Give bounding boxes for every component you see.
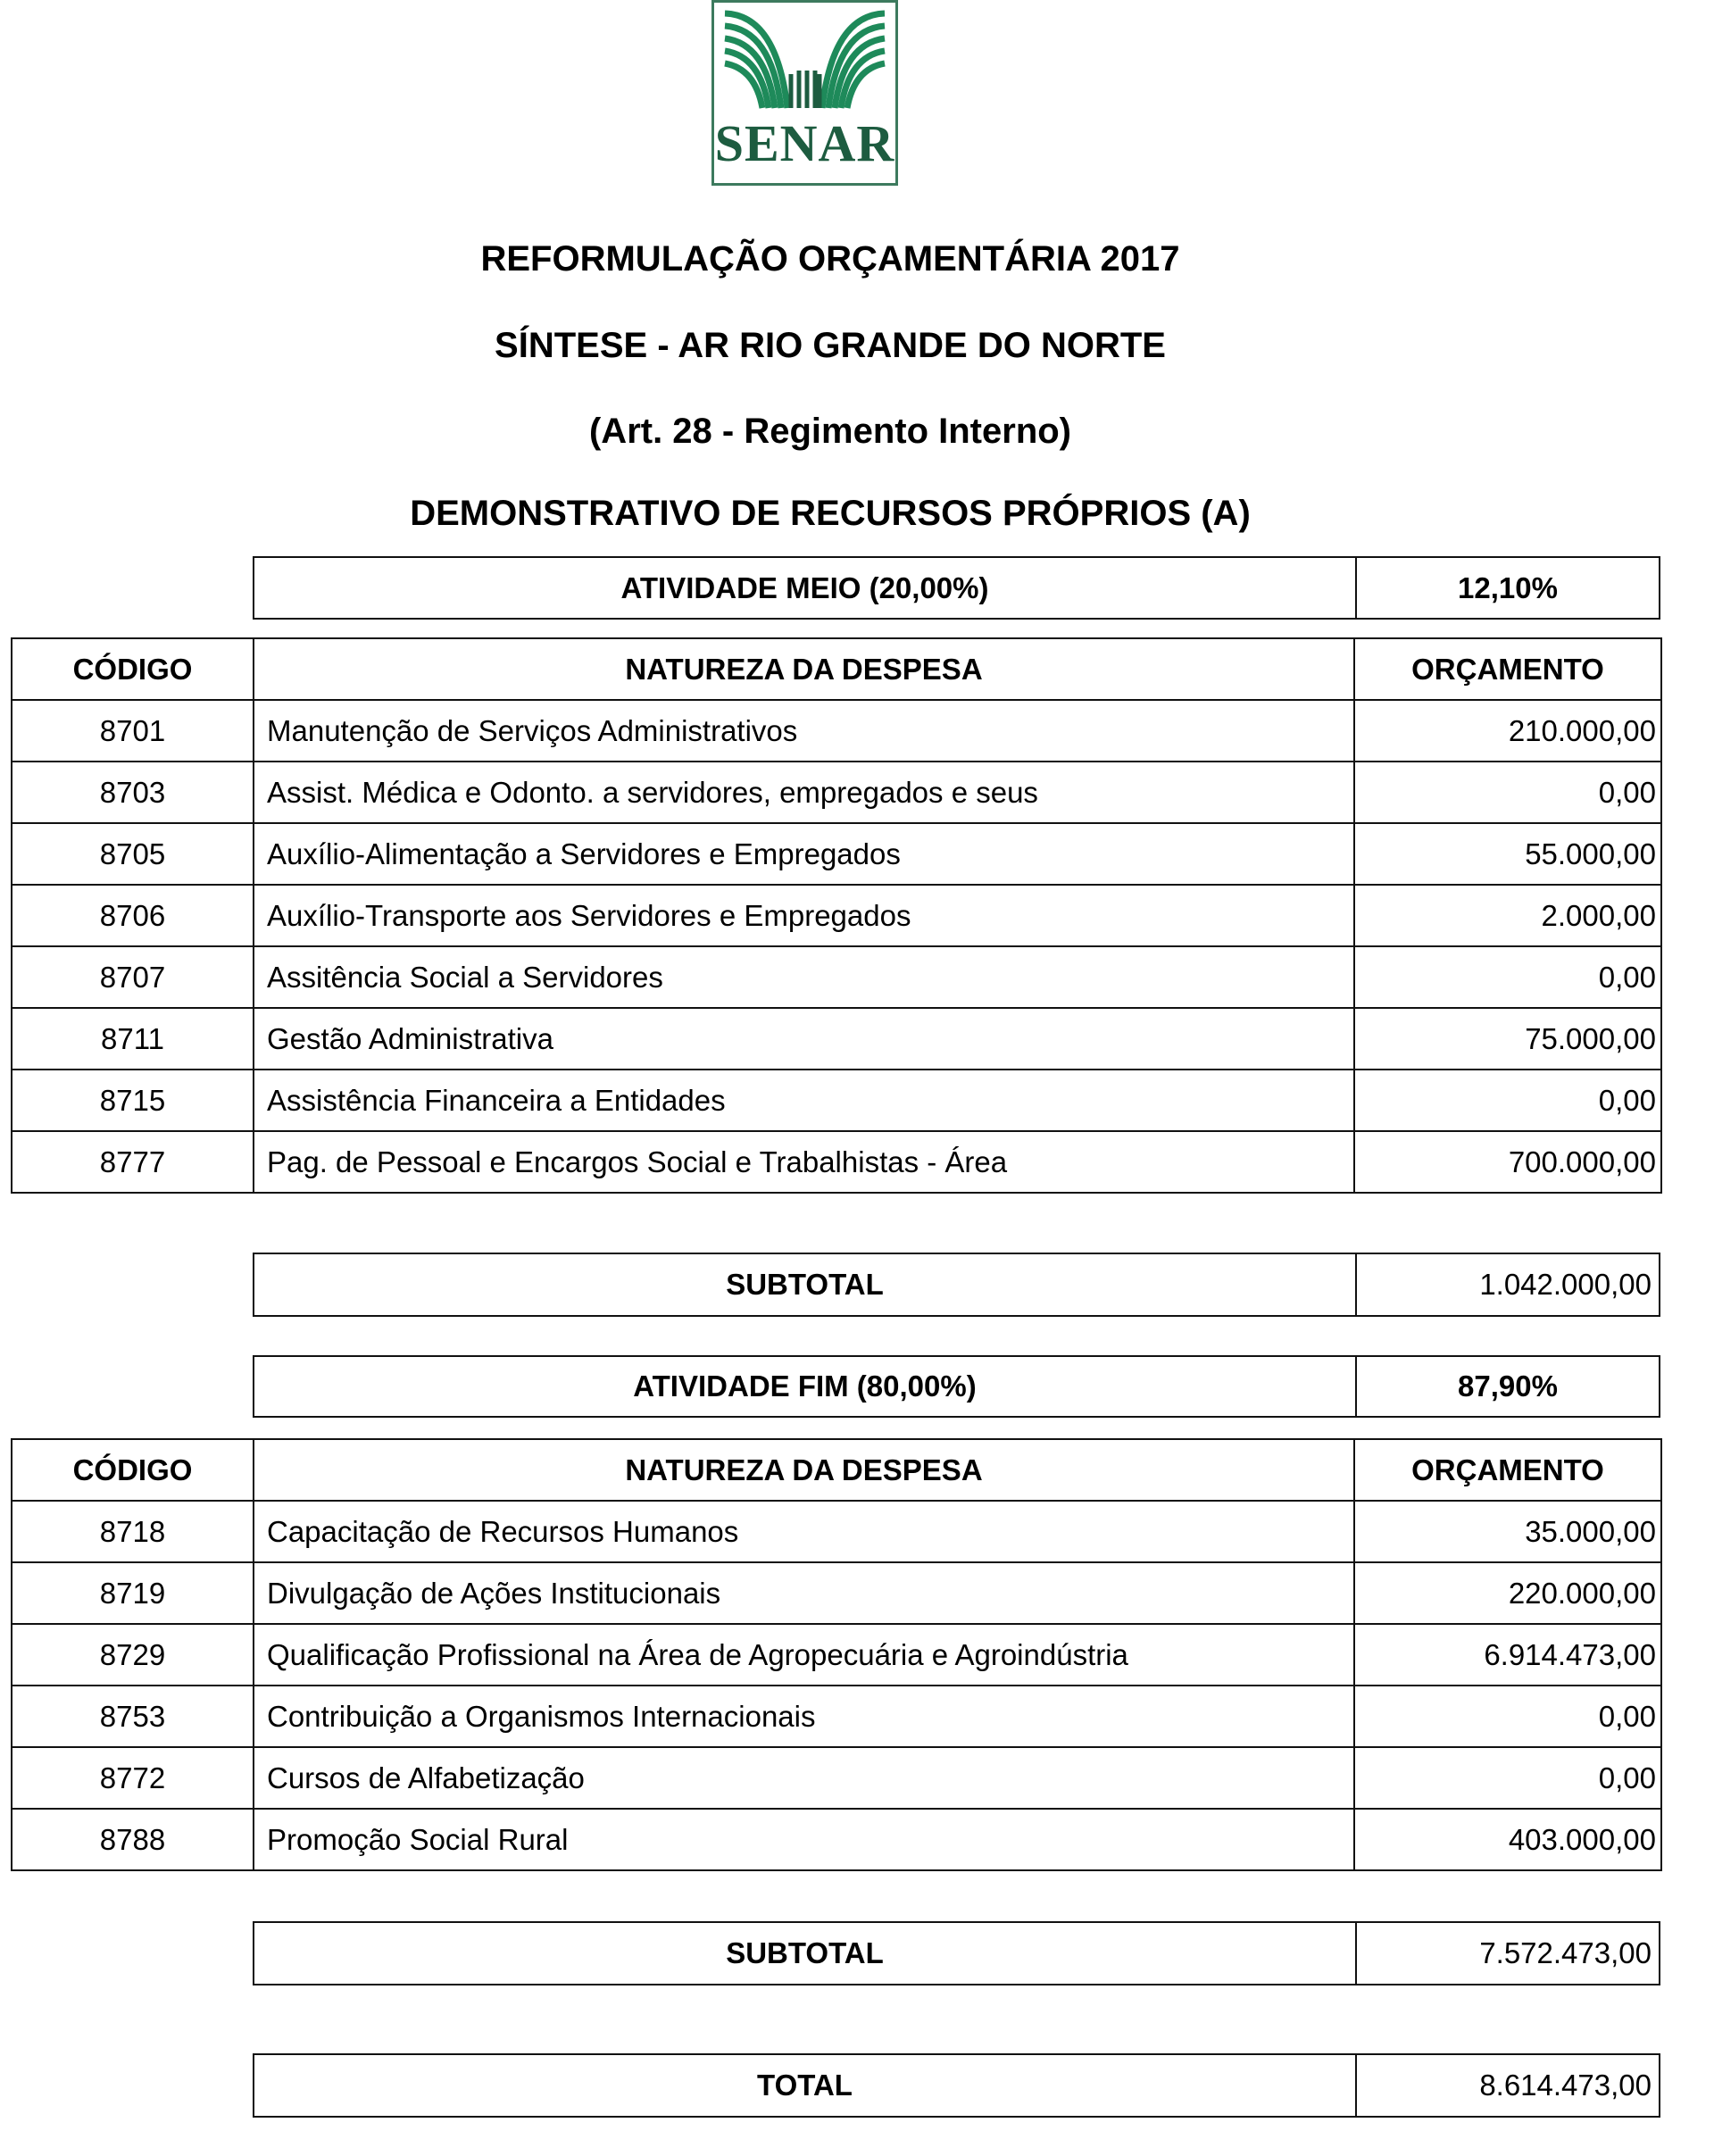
atividade-fim-label: ATIVIDADE FIM (80,00%) [254,1357,1357,1416]
row-amount: 0,00 [1354,946,1661,1008]
atividade-fim-table [11,1438,1662,1871]
column-header-code: CÓDIGO [12,638,254,700]
row-code: 8788 [12,1809,254,1870]
column-header-nature: NATUREZA DA DESPESA [254,1439,1354,1501]
table-row [12,885,1661,946]
subtotal-value: 1.042.000,00 [1479,1268,1652,1301]
atividade-fim-percent: 87,90% [1458,1369,1558,1403]
row-amount: 0,00 [1354,1070,1661,1131]
row-code: 8703 [12,762,254,823]
row-description: Gestão Administrativa [254,1008,1354,1070]
row-code: 8715 [12,1070,254,1131]
row-code: 8718 [12,1501,254,1562]
row-code: 8705 [12,823,254,885]
total-value: 8.614.473,00 [1479,2069,1652,2102]
table-header-row [12,1439,1661,1501]
row-amount: 0,00 [1354,762,1661,823]
row-code: 8772 [12,1747,254,1809]
row-description: Manutenção de Serviços Administrativos [254,700,1354,762]
atividade-meio-percent: 12,10% [1458,570,1558,604]
document-reference: (Art. 28 - Regimento Interno) [588,412,1072,451]
atividade-meio-table [11,637,1662,1194]
table-row [12,1070,1661,1131]
table-row [12,1131,1661,1193]
table-header-row [12,638,1661,700]
atividade-meio-label: ATIVIDADE MEIO (20,00%) [254,558,1357,618]
row-amount: 220.000,00 [1354,1562,1661,1624]
table-row [12,1562,1661,1624]
subtotal-value: 7.572.473,00 [1479,1936,1652,1969]
row-code: 8777 [12,1131,254,1193]
atividade-fim-header [253,1355,1660,1418]
row-description: Promoção Social Rural [254,1809,1354,1870]
table-row [12,762,1661,823]
row-description: Auxílio-Alimentação a Servidores e Empregados [254,823,1354,885]
row-amount: 700.000,00 [1354,1131,1661,1193]
table-row [12,823,1661,885]
column-header-budget: ORÇAMENTO [1354,638,1661,700]
row-description: Assistência Financeira a Entidades [254,1070,1354,1131]
row-amount: 0,00 [1354,1686,1661,1747]
section-title: DEMONSTRATIVO DE RECURSOS PRÓPRIOS (A) [410,494,1251,533]
table-row [12,1501,1661,1562]
row-description: Assitência Social a Servidores [254,946,1354,1008]
row-description: Cursos de Alfabetização [254,1747,1354,1809]
row-description: Capacitação de Recursos Humanos [254,1501,1354,1562]
row-code: 8711 [12,1008,254,1070]
row-description: Divulgação de Ações Institucionais [254,1562,1354,1624]
row-description: Contribuição a Organismos Internacionais [254,1686,1354,1747]
row-amount: 35.000,00 [1354,1501,1661,1562]
row-description: Pag. de Pessoal e Encargos Social e Trabalhistas - Área [254,1131,1354,1193]
total-label: TOTAL [254,2055,1357,2116]
row-amount: 0,00 [1354,1747,1661,1809]
row-amount: 210.000,00 [1354,700,1661,762]
table-row [12,1747,1661,1809]
atividade-meio-header [253,556,1660,620]
row-code: 8707 [12,946,254,1008]
senar-logo [711,0,898,186]
grand-total [253,2053,1660,2118]
atividade-meio-subtotal [253,1253,1660,1317]
document-subtitle: SÍNTESE - AR RIO GRANDE DO NORTE [495,326,1166,365]
row-code: 8729 [12,1624,254,1686]
row-code: 8706 [12,885,254,946]
row-amount: 403.000,00 [1354,1809,1661,1870]
subtotal-label: SUBTOTAL [254,1254,1357,1315]
row-amount: 6.914.473,00 [1354,1624,1661,1686]
row-code: 8753 [12,1686,254,1747]
table-row [12,1624,1661,1686]
column-header-nature: NATUREZA DA DESPESA [254,638,1354,700]
atividade-fim-subtotal [253,1921,1660,1985]
table-row [12,1686,1661,1747]
row-amount: 2.000,00 [1354,885,1661,946]
logo-text: SENAR [714,114,895,172]
table-row [12,946,1661,1008]
table-row [12,1008,1661,1070]
row-code: 8701 [12,700,254,762]
table-row [12,1809,1661,1870]
table-row [12,700,1661,762]
row-description: Qualificação Profissional na Área de Agropecuária e Agroindústria [254,1624,1354,1686]
document-title: REFORMULAÇÃO ORÇAMENTÁRIA 2017 [480,239,1180,279]
row-code: 8719 [12,1562,254,1624]
row-amount: 55.000,00 [1354,823,1661,885]
column-header-code: CÓDIGO [12,1439,254,1501]
row-description: Assist. Médica e Odonto. a servidores, empregados e seus [254,762,1354,823]
row-description: Auxílio-Transporte aos Servidores e Empregados [254,885,1354,946]
column-header-budget: ORÇAMENTO [1354,1439,1661,1501]
row-amount: 75.000,00 [1354,1008,1661,1070]
subtotal-label: SUBTOTAL [254,1923,1357,1984]
